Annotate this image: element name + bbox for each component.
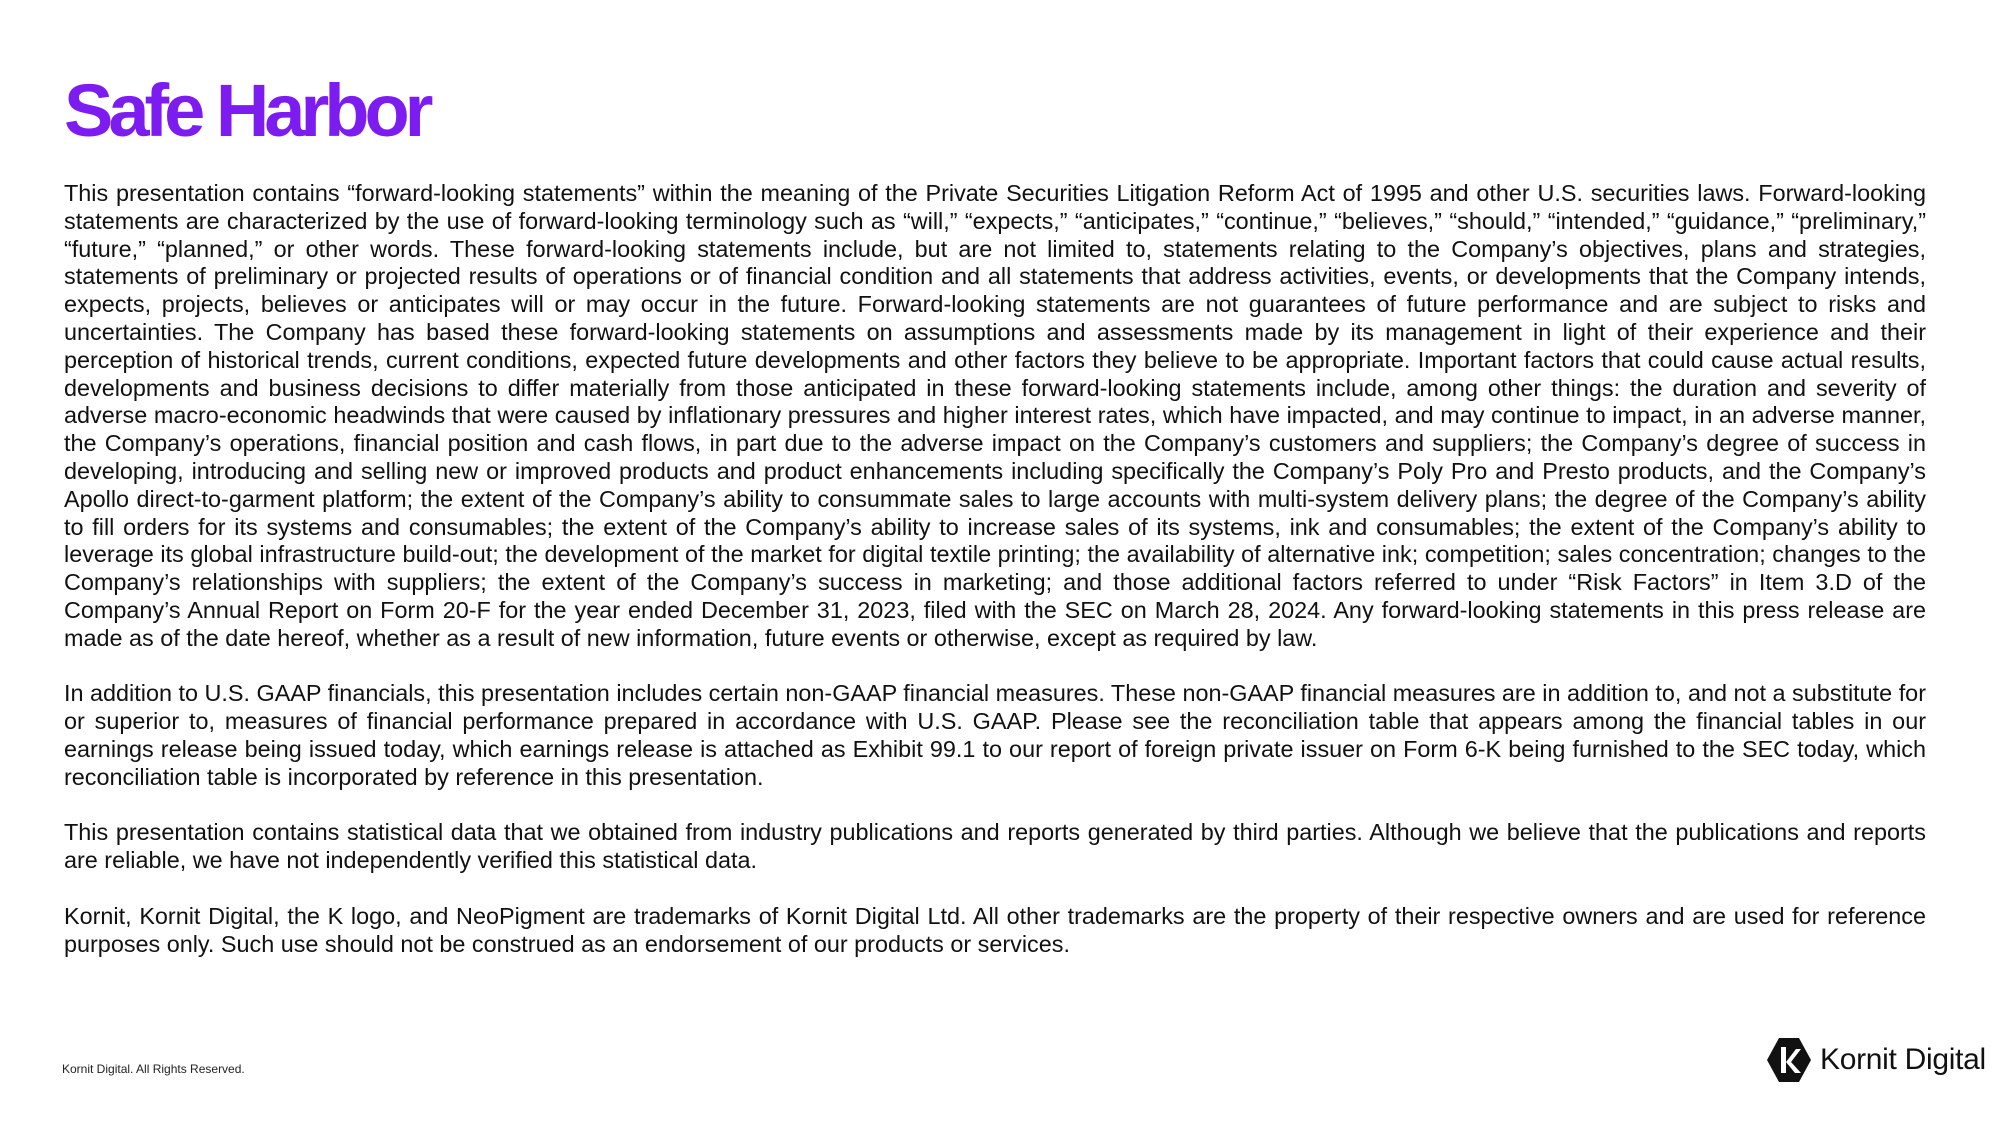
paragraph-statistical-data: This presentation contains statistical data that we obtained from industry publications and reports generated by third parties. Although we believe that the publications and reports are reliable, we have not independently verified this statistical data.	[64, 819, 1926, 874]
paragraph-forward-looking: This presentation contains “forward-looking statements” within the meaning of the Private Securities Litigation Reform Act of 1995 and other U.S. securities laws. Forward-looking statements are characterized by the use of forward-looking terminology such as “will,” “expects,” “anticipates,” “continue,” “believes,” “should,” “intended,” “guidance,” “preliminary,” “future,” “planned,” or other words. These forward-looking statements include, but are not limited to, statements relating to the Company’s objectives, plans and strategies, statements of preliminary or projected results of operations or of financial condition and all statements that address activities, events, or developments that the Company intends, expects, projects, believes or anticipates will or may occur in the future. Forward-looking statements are not guarantees of future performance and are subject to risks and uncertainties. The Company has based these forward-looking statements on assumptions and assessments made by its management in light of their experience and their perception of historical trends, current conditions, expected future developments and other factors they believe to be appropriate. Important factors that could cause actual results, developments and business decisions to differ materially from those anticipated in these forward-looking statements include, among other things: the duration and severity of adverse macro-economic headwinds that were caused by inflationary pressures and higher interest rates, which have impacted, and may continue to impact, in an adverse manner, the Company’s operations, financial position and cash flows, in part due to the adverse impact on the Company’s customers and suppliers; the Company’s degree of success in developing, introducing and selling new or improved products and product enhancements including specifically the Company’s Poly Pro and Presto products, and the Company’s Apollo direct-to-garment platform; the extent of the Company’s ability to consummate sales to large accounts with multi-system delivery plans; the degree of the Company’s ability to fill orders for its systems and consumables; the extent of the Company’s ability to increase sales of its systems, ink and consumables; the extent of the Company’s ability to leverage its global infrastructure build-out; the development of the market for digital textile printing; the availability of alternative ink; competition; sales concentration; changes to the Company’s relationships with suppliers; the extent of the Company’s success in marketing; and those additional factors referred to under “Risk Factors” in Item 3.D of the Company’s Annual Report on Form 20-F for the year ended December 31, 2023, filed with the SEC on March 28, 2024. Any forward-looking statements in this press release are made as of the date hereof, whether as a result of new information, future events or otherwise, except as required by law.	[64, 180, 1926, 651]
paragraph-trademarks: Kornit, Kornit Digital, the K logo, and NeoPigment are trademarks of Kornit Digital Ltd. All other trademarks are the property of their respective owners and are used for reference purposes only. Such use should not be construed as an endorsement of our products or services.	[64, 902, 1926, 957]
brand-logo	[1766, 1037, 1986, 1083]
brand-name: Kornit Digital	[1820, 1043, 1986, 1076]
kornit-k-logo-icon	[1766, 1037, 1812, 1083]
safe-harbor-body	[64, 180, 1926, 958]
copyright-footer: Kornit Digital. All Rights Reserved.	[62, 1062, 245, 1076]
page-title: Safe Harbor	[64, 69, 429, 152]
paragraph-non-gaap: In addition to U.S. GAAP financials, this presentation includes certain non-GAAP financial measures. These non-GAAP financial measures are in addition to, and not a substitute for or superior to, measures of financial performance prepared in accordance with U.S. GAAP. Please see the reconciliation table that appears among the financial tables in our earnings release being issued today, which earnings release is attached as Exhibit 99.1 to our report of foreign private issuer on Form 6-K being furnished to the SEC today, which reconciliation table is incorporated by reference in this presentation.	[64, 680, 1926, 790]
